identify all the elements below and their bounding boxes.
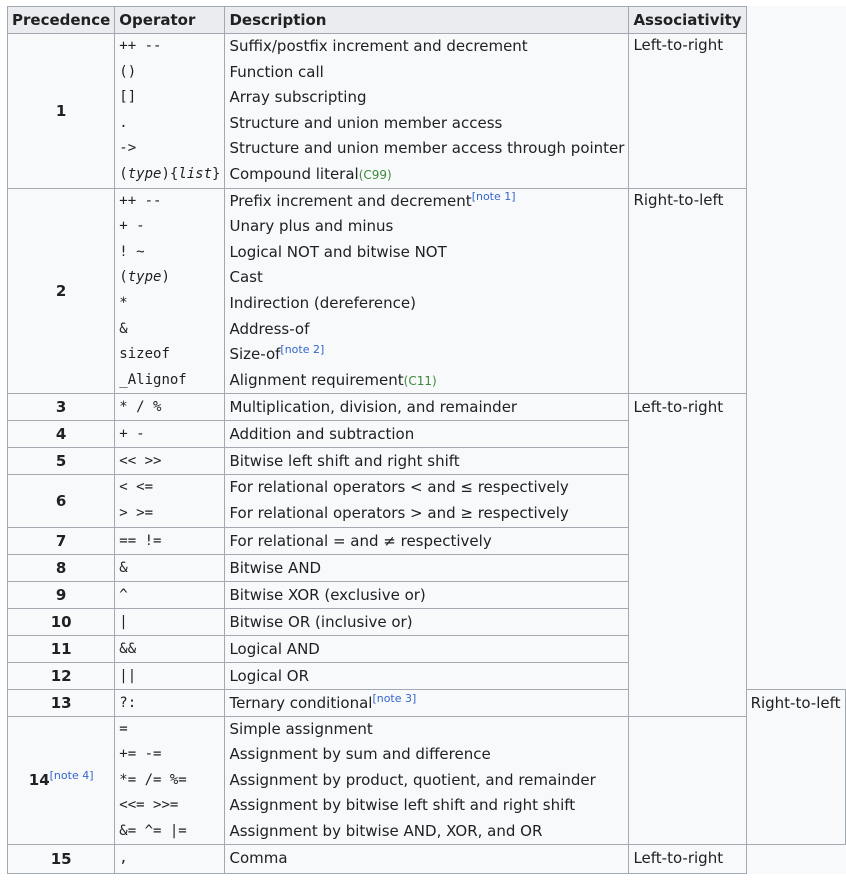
operator-cell: * / % [115, 394, 225, 421]
associativity-cell: Right-to-left [629, 188, 746, 394]
associativity-cell: Left-to-right [629, 394, 746, 716]
header-associativity: Associativity [629, 7, 746, 34]
precedence-cell: 3 [8, 394, 115, 421]
associativity-cell: Right-to-left [746, 689, 845, 845]
precedence-cell: 15 [8, 845, 115, 874]
description-cell: Bitwise XOR (exclusive or) [225, 581, 629, 608]
description-cell: Bitwise OR (inclusive or) [225, 608, 629, 635]
note-link[interactable]: [note 4] [49, 769, 94, 783]
operator-cell: < <= > >= [115, 475, 225, 527]
associativity-cell: Left-to-right [629, 845, 746, 874]
precedence-cell: 8 [8, 554, 115, 581]
precedence-cell: 5 [8, 448, 115, 475]
description-cell: For relational operators < and ≤ respectively For relational operators > and ≥ respectively [225, 475, 629, 527]
operator-cell: << >> [115, 448, 225, 475]
header-precedence: Precedence [8, 7, 115, 34]
description-cell: Simple assignment Assignment by sum and difference Assignment by product, quotient, and remainder Assignment by bitwise left shift and right shift Assignment by bitwise AND, XOR, and OR [225, 716, 629, 845]
header-description: Description [225, 7, 629, 34]
table-row [8, 188, 846, 394]
precedence-cell: 7 [8, 527, 115, 554]
table-row [8, 845, 846, 874]
operator-cell: ++ -- + - ! ~ (type) * & sizeof _Alignof [115, 188, 225, 394]
note-link[interactable]: [note 2] [280, 343, 325, 357]
description-cell: Addition and subtraction [225, 421, 629, 448]
note-link[interactable]: [note 1] [471, 189, 516, 203]
description-cell: Suffix/postfix increment and decrement Function call Array subscripting Structure and union member access Structure and union member access through pointer Compound literal(C99) [225, 34, 629, 189]
operator-cell: , [115, 845, 225, 874]
precedence-cell: 4 [8, 421, 115, 448]
associativity-cell: Left-to-right [629, 34, 746, 189]
precedence-cell: 10 [8, 608, 115, 635]
operator-cell: & [115, 554, 225, 581]
precedence-cell: 6 [8, 475, 115, 527]
header-operator: Operator [115, 7, 225, 34]
operator-cell: ?: [115, 689, 225, 716]
description-cell: Logical OR [225, 662, 629, 689]
description-cell: Prefix increment and decrement[note 1] Unary plus and minus Logical NOT and bitwise NOT Cast Indirection (dereference) Address-of Size-of[note 2] Alignment requirement(C11) [225, 188, 629, 394]
precedence-cell: 9 [8, 581, 115, 608]
precedence-cell: 1 [8, 34, 115, 189]
header-row [8, 7, 846, 34]
precedence-cell: 14[note 4] [8, 716, 115, 845]
description-cell: Multiplication, division, and remainder [225, 394, 629, 421]
operator-cell: ^ [115, 581, 225, 608]
precedence-cell: 13 [8, 689, 115, 716]
description-cell: Bitwise left shift and right shift [225, 448, 629, 475]
operator-cell: ++ -- () [] . -> (type){list} [115, 34, 225, 189]
operator-cell: = += -= *= /= %= <<= >>= &= ^= |= [115, 716, 225, 845]
description-cell: Logical AND [225, 635, 629, 662]
operator-precedence-table [7, 6, 846, 874]
operator-cell: == != [115, 527, 225, 554]
precedence-cell: 11 [8, 635, 115, 662]
description-cell: Ternary conditional[note 3] [225, 689, 629, 716]
operator-cell: && [115, 635, 225, 662]
precedence-cell: 12 [8, 662, 115, 689]
operator-cell: + - [115, 421, 225, 448]
table-row [8, 716, 846, 845]
precedence-cell: 2 [8, 188, 115, 394]
operator-cell: || [115, 662, 225, 689]
table-row [8, 394, 846, 421]
note-link[interactable]: [note 3] [372, 691, 417, 705]
description-cell: Bitwise AND [225, 554, 629, 581]
description-cell: For relational = and ≠ respectively [225, 527, 629, 554]
operator-cell: | [115, 608, 225, 635]
standard-tag-link[interactable]: (C11) [403, 373, 437, 388]
standard-tag-link[interactable]: (C99) [358, 167, 392, 182]
table-row [8, 34, 846, 189]
description-cell: Comma [225, 845, 629, 874]
